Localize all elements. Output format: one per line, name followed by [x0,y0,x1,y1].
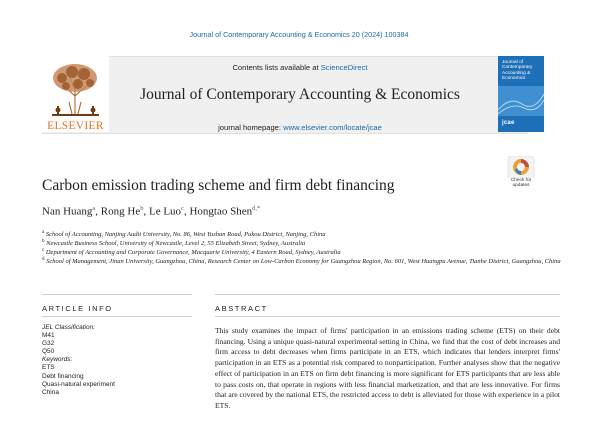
keyword: Quasi-natural experiment [42,380,115,388]
homepage-prefix: journal homepage: [218,123,281,132]
affiliation: $^d$ School of Management, Jinan University, Guangzhou, China, Research Center on Low-Carbon Economy for Guangzhou Region, No. 601, West Huangpu Avenue, Tianhe District, Guangzhou, China [42,257,561,266]
divider [42,294,192,295]
journal-title: Journal of Contemporary Accounting & Economics [140,86,460,103]
keyword: China [42,388,59,396]
divider [215,294,560,295]
cover-logo: jcae [502,120,515,126]
elsevier-wordmark[interactable]: ELSEVIER [47,120,104,132]
elsevier-tree-icon [42,56,109,120]
contents-prefix: Contents lists available at [232,63,319,72]
author-name[interactable]: Le Luo [148,205,182,218]
author-affil-mark[interactable]: b [140,205,144,212]
article-title: Carbon emission trading scheme and firm debt financing [42,177,395,194]
jel-code: G32 [42,340,55,348]
abstract-text: This study examines the impact of firms' participation in an emissions trading scheme (ETS) on their debt financing. Using a unique quasi-natural experimental setting in China, we find that the cost of debt increases and firm access to debt decreases when firms participate in an ETS, which indicates that lenders interpret firms' participation in an ETS as a potential risk compared to nonparticipation. Further analyses show that the negative effect of participation in an ETS on firm debt financing is more significant for ETS participants that are less able to pass costs on, that operate in regions with less financial marketization, and that are less innovative. For firms that are covered by the national ETS, the restricted access to debt is alleviated for those with experience in a pilot ETS. [215,326,560,410]
jel-code: Q50 [42,348,55,356]
affiliation: $^c$ Department of Accounting and Corporate Governance, Macquarie University, 4 Eastern Road, Sydney, Australia [42,248,341,257]
author-affil-mark[interactable]: c [181,205,184,212]
article-info-heading: ARTICLE INFO [42,304,113,313]
keyword: Debt financing [42,372,84,380]
affiliation: $^a$ School of Accounting, Nanjing Audit University, No. 86, West Yushan Road, Pukou District, Nanjing, China [42,230,326,239]
author-affil-mark[interactable]: d,* [252,205,261,212]
author-name[interactable]: Hongtao Shen [189,205,253,218]
check-updates-label: Check for updates [510,178,532,188]
keyword: ETS [42,364,55,372]
cover-graphic-icon [498,86,544,116]
author-name[interactable]: Nan Huang [42,205,93,218]
check-updates-icon [498,156,544,178]
journal-cover-image[interactable] [498,56,544,132]
cover-title: Journal of Contemporary Accounting & Economics [502,60,533,81]
divider [42,316,192,317]
author-list: Nan Huang$^a$, Rong He$^b$, Le Luo$^c$, Hongtao Shen$^{d,*}$ [42,205,261,218]
contents-line [109,63,491,72]
keywords-caption: Keywords: [42,356,73,364]
journal-homepage-link[interactable]: www.elsevier.com/locate/jcae [283,123,382,132]
author-name[interactable]: Rong He [100,205,141,218]
article-info-list [42,324,192,397]
jel-caption: JEL Classification: [42,324,95,331]
jel-code: M41 [42,332,55,340]
journal-citation[interactable]: Journal of Contemporary Accounting & Economics 20 (2024) 100384 [189,30,409,39]
homepage-line [109,123,491,132]
divider [215,316,560,317]
affiliation: $^b$ Newcastle Business School, University of Newcastle, Level 2, 55 Elizabeth Street, Sydney, Australia [42,239,306,248]
abstract-heading: ABSTRACT [215,304,268,313]
author-affil-mark[interactable]: a [92,205,96,212]
sciencedirect-link[interactable]: ScienceDirect [320,63,368,72]
